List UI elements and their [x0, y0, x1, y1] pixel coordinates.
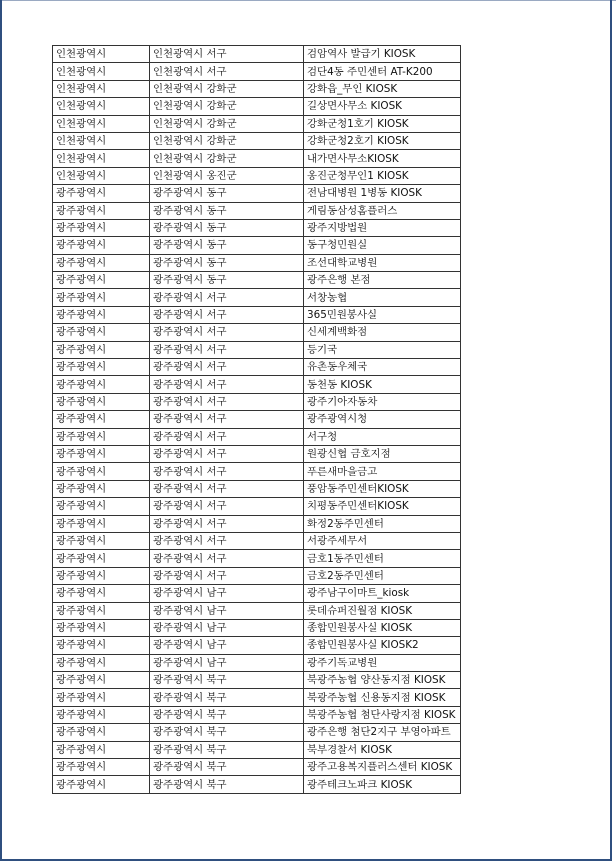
table-row [53, 132, 461, 149]
table-row [53, 637, 461, 654]
province-cell: 인천광역시 [53, 115, 150, 132]
district-cell: 인천광역시 서구 [150, 63, 304, 80]
kiosk-location-cell: 종합민원봉사실 KIOSK [304, 619, 461, 636]
district-cell: 광주광역시 동구 [150, 272, 304, 289]
kiosk-location-cell: 365민원봉사실 [304, 306, 461, 323]
table-row [53, 759, 461, 776]
kiosk-location-cell: 광주광역시청 [304, 411, 461, 428]
district-cell: 광주광역시 서구 [150, 532, 304, 549]
province-cell: 광주광역시 [53, 532, 150, 549]
kiosk-location-cell: 강화군청1호기 KIOSK [304, 115, 461, 132]
province-cell: 광주광역시 [53, 237, 150, 254]
province-cell: 광주광역시 [53, 376, 150, 393]
kiosk-location-cell: 광주기독교병원 [304, 654, 461, 671]
district-cell: 광주광역시 북구 [150, 741, 304, 758]
province-cell: 광주광역시 [53, 289, 150, 306]
kiosk-location-cell: 푸른새마을금고 [304, 463, 461, 480]
table-row [53, 672, 461, 689]
table-row [53, 550, 461, 567]
province-cell: 광주광역시 [53, 637, 150, 654]
kiosk-location-cell: 풍암동주민센터KIOSK [304, 480, 461, 497]
kiosk-location-cell: 북광주농협 양산동지점 KIOSK [304, 672, 461, 689]
province-cell: 광주광역시 [53, 202, 150, 219]
kiosk-location-cell: 게림동삼성홈플러스 [304, 202, 461, 219]
province-cell: 인천광역시 [53, 132, 150, 149]
table-row [53, 724, 461, 741]
district-cell: 광주광역시 서구 [150, 463, 304, 480]
table-row [53, 567, 461, 584]
district-cell: 광주광역시 북구 [150, 776, 304, 793]
table-row [53, 80, 461, 97]
district-cell: 광주광역시 남구 [150, 654, 304, 671]
province-cell: 광주광역시 [53, 724, 150, 741]
province-cell: 광주광역시 [53, 428, 150, 445]
kiosk-location-cell: 신세계백화점 [304, 324, 461, 341]
district-cell: 인천광역시 강화군 [150, 80, 304, 97]
district-cell: 광주광역시 남구 [150, 637, 304, 654]
province-cell: 인천광역시 [53, 46, 150, 63]
district-cell: 광주광역시 동구 [150, 185, 304, 202]
district-cell: 광주광역시 서구 [150, 306, 304, 323]
province-cell: 광주광역시 [53, 185, 150, 202]
table-row [53, 515, 461, 532]
kiosk-location-cell: 광주기아자동차 [304, 393, 461, 410]
province-cell: 인천광역시 [53, 80, 150, 97]
kiosk-location-cell: 광주남구이마트_kiosk [304, 585, 461, 602]
table-row [53, 393, 461, 410]
table-row [53, 115, 461, 132]
province-cell: 광주광역시 [53, 776, 150, 793]
kiosk-location-cell: 서구청 [304, 428, 461, 445]
table-row [53, 498, 461, 515]
kiosk-location-cell: 광주테크노파크 KIOSK [304, 776, 461, 793]
province-cell: 광주광역시 [53, 515, 150, 532]
district-cell: 인천광역시 강화군 [150, 132, 304, 149]
province-cell: 광주광역시 [53, 741, 150, 758]
province-cell: 광주광역시 [53, 480, 150, 497]
kiosk-location-cell: 북광주농협 신용동지점 KIOSK [304, 689, 461, 706]
kiosk-location-cell: 광주지방법원 [304, 219, 461, 236]
district-cell: 광주광역시 서구 [150, 324, 304, 341]
table-row [53, 480, 461, 497]
province-cell: 인천광역시 [53, 63, 150, 80]
table-row [53, 706, 461, 723]
province-cell: 광주광역시 [53, 585, 150, 602]
table-row [53, 341, 461, 358]
table-row [53, 376, 461, 393]
district-cell: 광주광역시 서구 [150, 480, 304, 497]
district-cell: 인천광역시 서구 [150, 46, 304, 63]
kiosk-location-cell: 동천동 KIOSK [304, 376, 461, 393]
district-cell: 광주광역시 서구 [150, 550, 304, 567]
district-cell: 광주광역시 서구 [150, 341, 304, 358]
table-row [53, 289, 461, 306]
table-row [53, 272, 461, 289]
district-cell: 광주광역시 북구 [150, 672, 304, 689]
province-cell: 광주광역시 [53, 567, 150, 584]
province-cell: 광주광역시 [53, 689, 150, 706]
table-row [53, 428, 461, 445]
kiosk-location-cell: 금호2동주민센터 [304, 567, 461, 584]
kiosk-location-cell: 검암역사 발급기 KIOSK [304, 46, 461, 63]
kiosk-location-cell: 조선대학교병원 [304, 254, 461, 271]
district-cell: 인천광역시 강화군 [150, 98, 304, 115]
table-row [53, 776, 461, 793]
district-cell: 광주광역시 서구 [150, 393, 304, 410]
province-cell: 광주광역시 [53, 272, 150, 289]
kiosk-location-cell: 금호1동주민센터 [304, 550, 461, 567]
table-row [53, 98, 461, 115]
province-cell: 광주광역시 [53, 306, 150, 323]
province-cell: 광주광역시 [53, 550, 150, 567]
kiosk-location-cell: 종합민원봉사실 KIOSK2 [304, 637, 461, 654]
kiosk-location-cell: 검단4동 주민센터 AT-K200 [304, 63, 461, 80]
kiosk-location-cell: 전남대병원 1병동 KIOSK [304, 185, 461, 202]
kiosk-location-cell: 북부경찰서 KIOSK [304, 741, 461, 758]
province-cell: 광주광역시 [53, 324, 150, 341]
province-cell: 광주광역시 [53, 341, 150, 358]
district-cell: 광주광역시 동구 [150, 254, 304, 271]
province-cell: 인천광역시 [53, 150, 150, 167]
table-row [53, 654, 461, 671]
table-row [53, 167, 461, 184]
province-cell: 광주광역시 [53, 254, 150, 271]
province-cell: 광주광역시 [53, 619, 150, 636]
district-cell: 광주광역시 북구 [150, 706, 304, 723]
table-row [53, 619, 461, 636]
district-cell: 광주광역시 동구 [150, 202, 304, 219]
province-cell: 광주광역시 [53, 445, 150, 462]
table-row [53, 359, 461, 376]
district-cell: 광주광역시 동구 [150, 219, 304, 236]
province-cell: 광주광역시 [53, 602, 150, 619]
district-cell: 광주광역시 서구 [150, 376, 304, 393]
province-cell: 광주광역시 [53, 219, 150, 236]
kiosk-location-cell: 옹진군청무인1 KIOSK [304, 167, 461, 184]
district-cell: 광주광역시 남구 [150, 602, 304, 619]
kiosk-location-cell: 광주은행 첨단2지구 부영아파트 [304, 724, 461, 741]
table-row [53, 150, 461, 167]
province-cell: 광주광역시 [53, 393, 150, 410]
kiosk-location-cell: 강화군청2호기 KIOSK [304, 132, 461, 149]
province-cell: 광주광역시 [53, 463, 150, 480]
province-cell: 광주광역시 [53, 672, 150, 689]
kiosk-location-cell: 치평동주민센터KIOSK [304, 498, 461, 515]
kiosk-table-body [53, 46, 461, 794]
kiosk-location-cell: 동구청민원실 [304, 237, 461, 254]
district-cell: 광주광역시 서구 [150, 445, 304, 462]
kiosk-location-cell: 서창농협 [304, 289, 461, 306]
district-cell: 광주광역시 남구 [150, 585, 304, 602]
kiosk-location-cell: 서광주세무서 [304, 532, 461, 549]
table-row [53, 602, 461, 619]
province-cell: 광주광역시 [53, 498, 150, 515]
kiosk-table [52, 45, 461, 794]
table-row [53, 411, 461, 428]
province-cell: 광주광역시 [53, 706, 150, 723]
table-row [53, 63, 461, 80]
kiosk-location-cell: 길상면사무소 KIOSK [304, 98, 461, 115]
district-cell: 인천광역시 강화군 [150, 150, 304, 167]
district-cell: 인천광역시 강화군 [150, 115, 304, 132]
district-cell: 광주광역시 서구 [150, 498, 304, 515]
district-cell: 광주광역시 북구 [150, 689, 304, 706]
district-cell: 광주광역시 서구 [150, 567, 304, 584]
table-row [53, 254, 461, 271]
table-row [53, 306, 461, 323]
kiosk-location-cell: 광주은행 본점 [304, 272, 461, 289]
table-row [53, 445, 461, 462]
province-cell: 광주광역시 [53, 759, 150, 776]
province-cell: 광주광역시 [53, 411, 150, 428]
kiosk-location-cell: 등기국 [304, 341, 461, 358]
district-cell: 광주광역시 북구 [150, 759, 304, 776]
kiosk-location-cell: 내가면사무소KIOSK [304, 150, 461, 167]
province-cell: 인천광역시 [53, 167, 150, 184]
table-row [53, 532, 461, 549]
district-cell: 인천광역시 옹진군 [150, 167, 304, 184]
province-cell: 광주광역시 [53, 359, 150, 376]
table-row [53, 689, 461, 706]
table-row [53, 585, 461, 602]
district-cell: 광주광역시 남구 [150, 619, 304, 636]
kiosk-location-cell: 유촌동우체국 [304, 359, 461, 376]
district-cell: 광주광역시 서구 [150, 515, 304, 532]
district-cell: 광주광역시 서구 [150, 289, 304, 306]
table-row [53, 463, 461, 480]
table-row [53, 741, 461, 758]
province-cell: 광주광역시 [53, 654, 150, 671]
district-cell: 광주광역시 동구 [150, 237, 304, 254]
kiosk-location-cell: 북광주농협 첨단사랑지점 KIOSK [304, 706, 461, 723]
district-cell: 광주광역시 서구 [150, 411, 304, 428]
province-cell: 인천광역시 [53, 98, 150, 115]
kiosk-location-cell: 강화읍_무인 KIOSK [304, 80, 461, 97]
kiosk-location-cell: 광주고용복지플러스센터 KIOSK [304, 759, 461, 776]
table-row [53, 324, 461, 341]
kiosk-location-cell: 화정2동주민센터 [304, 515, 461, 532]
kiosk-location-cell: 롯데슈퍼진월점 KIOSK [304, 602, 461, 619]
district-cell: 광주광역시 서구 [150, 428, 304, 445]
table-row [53, 202, 461, 219]
kiosk-location-cell: 원광신협 금호지점 [304, 445, 461, 462]
table-row [53, 237, 461, 254]
table-row [53, 185, 461, 202]
table-row [53, 46, 461, 63]
table-row [53, 219, 461, 236]
district-cell: 광주광역시 서구 [150, 359, 304, 376]
district-cell: 광주광역시 북구 [150, 724, 304, 741]
